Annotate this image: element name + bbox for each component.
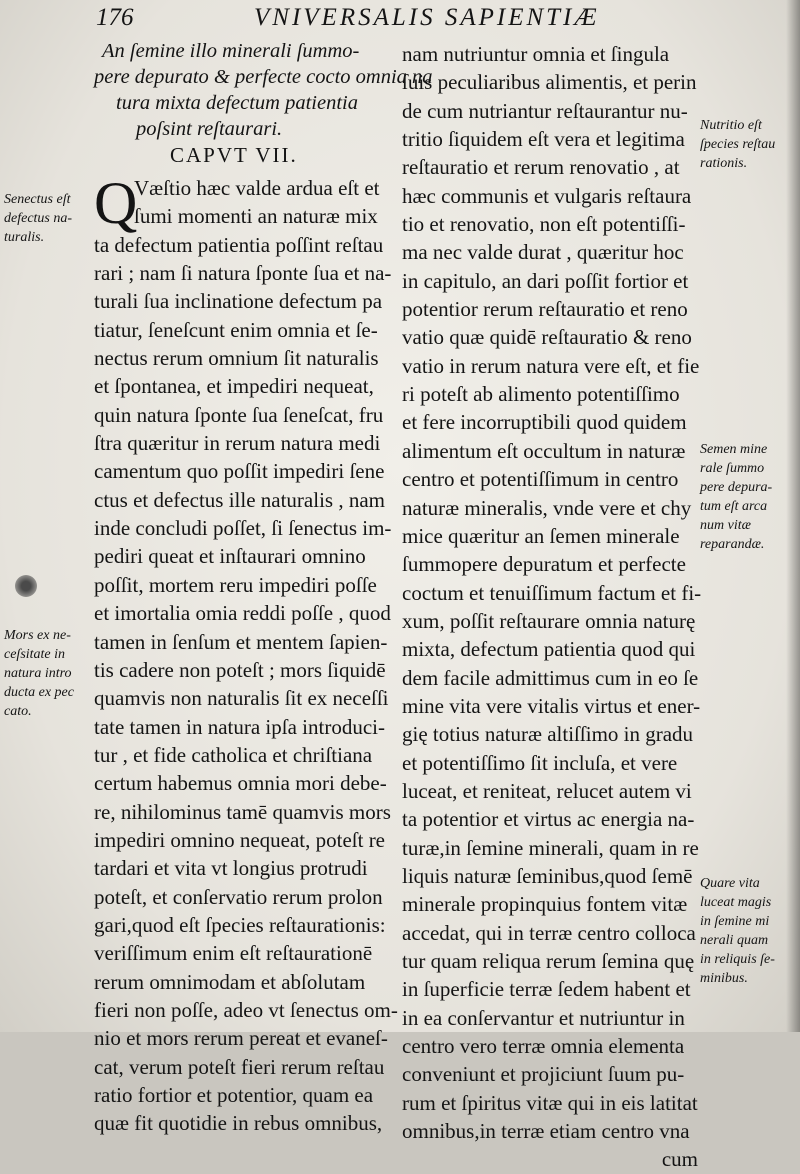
running-title: VNIVERSALIS SAPIENTIÆ [254, 4, 600, 31]
chapter-heading-line: poſsint reſtaurari. [136, 118, 283, 140]
text-line: et fere incorruptibili quod quidem [402, 410, 687, 435]
text-line: impediri omnino nequeat, poteſt re [94, 827, 386, 852]
margin-note-nutritio [700, 116, 775, 173]
text-line: hæc communis et vulgaris reſtaura [402, 183, 692, 208]
margin-note-line: ducta ex pec [4, 685, 74, 700]
text-line: de cum nutriantur reſtaurantur nu- [402, 98, 688, 123]
text-line: ma nec valde durat , quæritur hoc [402, 240, 684, 265]
text-line: ſuis peculiaribus alimentis, et perin [402, 70, 697, 95]
text-line: quamvis non naturalis ſit ex neceſſi [94, 686, 389, 711]
text-line: ſummopere depuratum et perfecte [402, 552, 686, 577]
text-line: fieri non poſſe, adeo vt ſenectus om- [94, 997, 398, 1022]
catchword: cum [661, 1147, 698, 1172]
text-line: tis cadere non poteſt ; mors ſiquidē [94, 657, 386, 682]
right-body-text [402, 40, 702, 1174]
text-line: et ſpontanea, et impediri nequeat, [94, 374, 374, 399]
text-line: inde concludi poſſet, ſi ſenectus im- [94, 516, 392, 541]
margin-note-line: reparandæ. [700, 537, 765, 552]
margin-note-line: rale ſummo [700, 461, 765, 476]
margin-note-line: luceat magis [700, 895, 772, 910]
chapter-heading-line: tura mixta defectum patientia [116, 92, 358, 114]
text-line: mice quæritur an ſemen minerale [402, 523, 680, 548]
margin-note-line: Quare vita [700, 876, 760, 891]
text-line: tio et renovatio, non eſt potentiſſi- [402, 212, 686, 237]
margin-note-line: Nutritio eſt [700, 118, 762, 133]
chapter-heading-line: An ſemine illo minerali ſummo- [102, 40, 360, 62]
text-line: conveniunt et projiciunt ſuum pu- [402, 1062, 685, 1087]
text-line: re, nihilominus tamē quamvis mors [94, 799, 391, 824]
text-line: poteſt, et conſervatio rerum prolon [94, 884, 383, 909]
text-line: pediri queat et inſtaurari omnino [94, 544, 366, 569]
text-line: tate tamen in natura ipſa introduci- [94, 714, 385, 739]
text-line: xum, poſſit reſtaurare omnia naturę [402, 608, 696, 633]
text-line: quæ fit quotidie in rebus omnibus, [94, 1111, 383, 1136]
text-line: tiatur, ſeneſcunt enim omnia et ſe- [94, 317, 378, 342]
margin-note-line: in ſemine mi [700, 914, 770, 929]
text-line: turæ,in ſemine minerali, quam in re [402, 835, 699, 860]
text-line: centro vero terræ omnia elementa [402, 1034, 685, 1059]
text-line: in ea conſervantur et nutriuntur in [402, 1005, 685, 1030]
left-body-text [94, 170, 398, 1138]
margin-note-line: ceſsitate in [4, 647, 66, 662]
text-line: vatio in rerum natura vere eſt, et fie [402, 353, 700, 378]
text-line: alimentum eſt occultum in naturæ [402, 438, 686, 463]
text-line: gię totius naturæ altiſſimo in gradu [402, 722, 694, 747]
margin-note-line: rationis. [700, 156, 748, 171]
text-line: nectus rerum omnium ſit naturalis [94, 346, 379, 371]
text-line: centro et potentiſſimum in centro [402, 467, 679, 492]
text-line: dem facile admittimus cum in eo ſe [402, 665, 699, 690]
text-line: rerum omnimodam et abſolutam [94, 969, 366, 994]
margin-note-line: ſpecies reſtau [700, 137, 776, 152]
text-line: mine vita vere vitalis virtus et ener- [402, 693, 701, 718]
ink-blot [15, 575, 37, 597]
text-line: ta potentior et virtus ac energia na- [402, 807, 695, 832]
margin-note-line: cato. [4, 704, 32, 719]
margin-note-line: Senectus eſt [4, 192, 71, 207]
text-line: in ſuperficie terræ ſedem habent et [402, 977, 691, 1002]
margin-note-line: num vitæ [700, 518, 751, 533]
text-line: coctum et tenuiſſimum factum et fi- [402, 580, 702, 605]
text-line: nio et mors rerum pereat et evaneſ- [94, 1026, 388, 1051]
text-line: tur quam reliqua rerum ſemina quę [402, 949, 695, 973]
chapter-number: CAPVT VII. [170, 143, 298, 167]
text-line: minerale propinquius fontem vitæ [402, 892, 688, 917]
left-column [94, 38, 433, 1138]
drop-cap: Q [94, 170, 138, 236]
text-line: ri poteſt ab alimento potentiſſimo [402, 382, 680, 407]
text-line: ſtra quæritur in rerum natura medi [94, 431, 381, 456]
page-number: 176 [96, 4, 134, 31]
text-line: camentum quo poſſit impediri ſene [94, 459, 385, 484]
text-line: ratio fortior et potentior, quam ea [94, 1083, 374, 1107]
text-line: tritio ſiquidem eſt vera et legitima [402, 127, 685, 152]
chapter-heading-line: pere depurato & perfecte cocto omnia na [94, 66, 433, 88]
text-line: potentior rerum reſtauratio et reno [402, 297, 688, 322]
margin-note-line: nerali quam [700, 933, 769, 948]
text-line: tur , et fide catholica et chriſtiana [94, 742, 373, 767]
text-line: mixta, defectum patientia quod qui [402, 637, 696, 662]
text-line: in capitulo, an dari poſſit fortior et [402, 268, 689, 293]
text-line: veriſſimum enim eſt reſtaurationē [94, 941, 373, 966]
text-line: poſſit, mortem reru impediri poſſe [94, 572, 377, 597]
text-line: quin natura ſponte ſua ſeneſcat, fru [94, 402, 384, 427]
text-line: vatio quæ quidē reſtauratio & reno [402, 325, 692, 350]
text-line: ſumi momenti an naturæ mix [134, 204, 378, 229]
margin-note-line: in reliquis ſe- [700, 952, 775, 967]
text-line: omnibus,in terræ etiam centro vna [402, 1119, 690, 1144]
text-line: et potentiſſimo ſit incluſa, et vere [402, 750, 678, 775]
text-line: turali ſua inclinatione defectum pa [94, 289, 383, 314]
margin-note-line: tum eſt arca [700, 499, 768, 514]
text-line: ta defectum patientia poſſint reſtau [94, 232, 384, 257]
margin-note-line: defectus na- [4, 211, 73, 226]
text-line: Væſtio hæc valde ardua eſt et [134, 176, 380, 200]
text-line: certum habemus omnia mori debe- [94, 771, 387, 796]
text-line: naturæ mineralis, vnde vere et chy [402, 495, 692, 520]
text-line: cat, verum poteſt fieri rerum reſtau [94, 1054, 385, 1079]
running-head [96, 4, 696, 40]
text-line: rum et ſpiritus vitæ qui in eis latitat [402, 1090, 698, 1115]
margin-note-semen [700, 440, 772, 554]
margin-note-line: pere depura- [700, 480, 773, 495]
text-line: reſtauratio et rerum renovatio , at [402, 155, 680, 180]
margin-note-line: turalis. [4, 230, 45, 245]
text-line: gari,quod eſt ſpecies reſtaurationis: [94, 912, 386, 937]
margin-note-line: natura intro [4, 666, 72, 681]
margin-note-line: minibus. [700, 971, 748, 986]
margin-note-mors [4, 626, 74, 721]
margin-note-line: Mors ex ne- [4, 628, 71, 643]
gutter-shadow [786, 0, 800, 1032]
text-line: luceat, et reniteat, relucet autem vi [402, 778, 692, 803]
text-line: ctus et defectus ille naturalis , nam [94, 487, 385, 512]
text-line: rari ; nam ſi natura ſponte ſua et na- [94, 261, 392, 286]
text-line: et imortalia omia reddi poſſe , quod [94, 601, 391, 626]
margin-note-senectus [4, 190, 72, 247]
text-line: accedat, qui in terræ centro colloca [402, 920, 696, 945]
text-line: tardari et vita vt longius protrudi [94, 856, 368, 881]
text-line: nam nutriuntur omnia et ſingula [402, 42, 670, 66]
right-column [402, 38, 702, 1174]
text-line: tamen in ſenſum et mentem ſapien- [94, 629, 388, 654]
text-line: liquis naturæ ſeminibus,quod ſemē [402, 863, 693, 888]
margin-note-quare [700, 874, 775, 988]
margin-note-line: Semen mine [700, 442, 768, 457]
